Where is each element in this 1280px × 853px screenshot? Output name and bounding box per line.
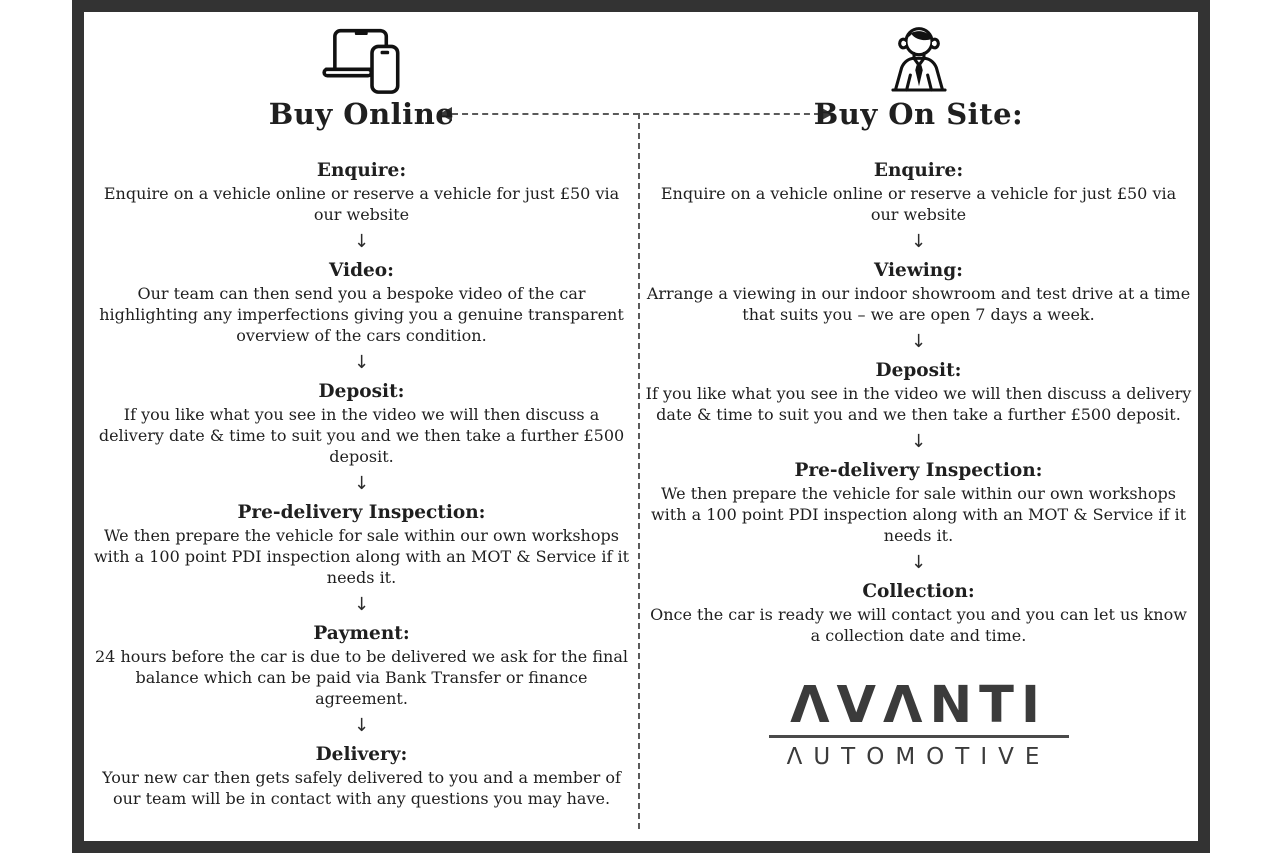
step-title: Pre-delivery Inspection: — [794, 460, 1043, 481]
step-pre-delivery-inspection — [90, 500, 633, 588]
down-arrow-icon: ↓ — [910, 331, 927, 352]
step-body: 24 hours before the car is due to be delivered we ask for the final balance which can be paid via Bank Transfer or finance agreement. — [95, 647, 628, 708]
buy-online-title: Buy Online — [268, 97, 455, 131]
buy-on-site-title: Buy On Site: — [813, 97, 1024, 131]
buy-on-site-header — [639, 25, 1198, 132]
buy-online-steps — [84, 158, 639, 809]
step-title: Viewing: — [874, 260, 963, 281]
buy-on-site-steps — [639, 158, 1198, 646]
down-arrow-icon: ↓ — [353, 473, 370, 494]
step-deposit — [645, 358, 1192, 425]
down-arrow-icon: ↓ — [910, 552, 927, 573]
step-title: Enquire: — [873, 160, 964, 181]
step-title: Payment: — [313, 623, 410, 644]
step-body: We then prepare the vehicle for sale within our own workshops with a 100 point PDI inspection along with an MOT & Service if it needs it. — [650, 484, 1187, 545]
buy-online-header — [84, 25, 639, 132]
step-body: Our team can then send you a bespoke video of the car highlighting any imperfections giving you a genuine transparent overview of the cars condition. — [99, 284, 624, 345]
logo-divider-line — [769, 735, 1069, 738]
step-title: Collection: — [862, 581, 975, 602]
salesperson-icon — [888, 25, 950, 95]
step-delivery — [90, 742, 633, 809]
buy-online-column — [84, 12, 639, 841]
step-title: Delivery: — [315, 744, 408, 765]
page-frame — [72, 0, 1210, 853]
step-title: Deposit: — [875, 360, 962, 381]
logo-brand-text: ΛVΛNTI — [790, 676, 1047, 735]
step-enquire — [645, 158, 1192, 225]
step-enquire — [90, 158, 633, 225]
logo-subtitle-text: ΛUTOMOTIVE — [786, 744, 1051, 770]
down-arrow-icon: ↓ — [353, 231, 370, 252]
step-payment — [90, 621, 633, 709]
step-body: Arrange a viewing in our indoor showroom and test drive at a time that suits you – we are open 7 days a week. — [646, 284, 1191, 324]
down-arrow-icon: ↓ — [910, 231, 927, 252]
step-body: Once the car is ready we will contact you and you can let us know a collection date and time. — [650, 605, 1187, 645]
step-body: Enquire on a vehicle online or reserve a vehicle for just £50 via our website — [660, 184, 1177, 224]
step-body: If you like what you see in the video we will then discuss a delivery date & time to suit you and we then take a further £500 deposit. — [645, 384, 1192, 424]
down-arrow-icon: ↓ — [353, 715, 370, 736]
down-arrow-icon: ↓ — [353, 594, 370, 615]
step-title: Video: — [329, 260, 394, 281]
buy-on-site-column — [639, 12, 1198, 841]
step-title: Pre-delivery Inspection: — [237, 502, 486, 523]
step-body: If you like what you see in the video we will then discuss a delivery date & time to suit you and we then take a further £500 deposit. — [98, 405, 625, 466]
down-arrow-icon: ↓ — [910, 431, 927, 452]
step-video — [90, 258, 633, 346]
step-collection — [645, 579, 1192, 646]
step-deposit — [90, 379, 633, 467]
laptop-phone-icon — [319, 25, 405, 95]
down-arrow-icon: ↓ — [353, 352, 370, 373]
step-title: Enquire: — [316, 160, 407, 181]
step-title: Deposit: — [318, 381, 405, 402]
step-body: We then prepare the vehicle for sale within our own workshops with a 100 point PDI inspection along with an MOT & Service if it needs it. — [93, 526, 630, 587]
step-viewing — [645, 258, 1192, 325]
step-body: Enquire on a vehicle online or reserve a vehicle for just £50 via our website — [103, 184, 620, 224]
avanti-automotive-logo — [639, 676, 1198, 770]
step-body: Your new car then gets safely delivered to you and a member of our team will be in contact with any questions you may have. — [102, 768, 621, 808]
step-pre-delivery-inspection — [645, 458, 1192, 546]
